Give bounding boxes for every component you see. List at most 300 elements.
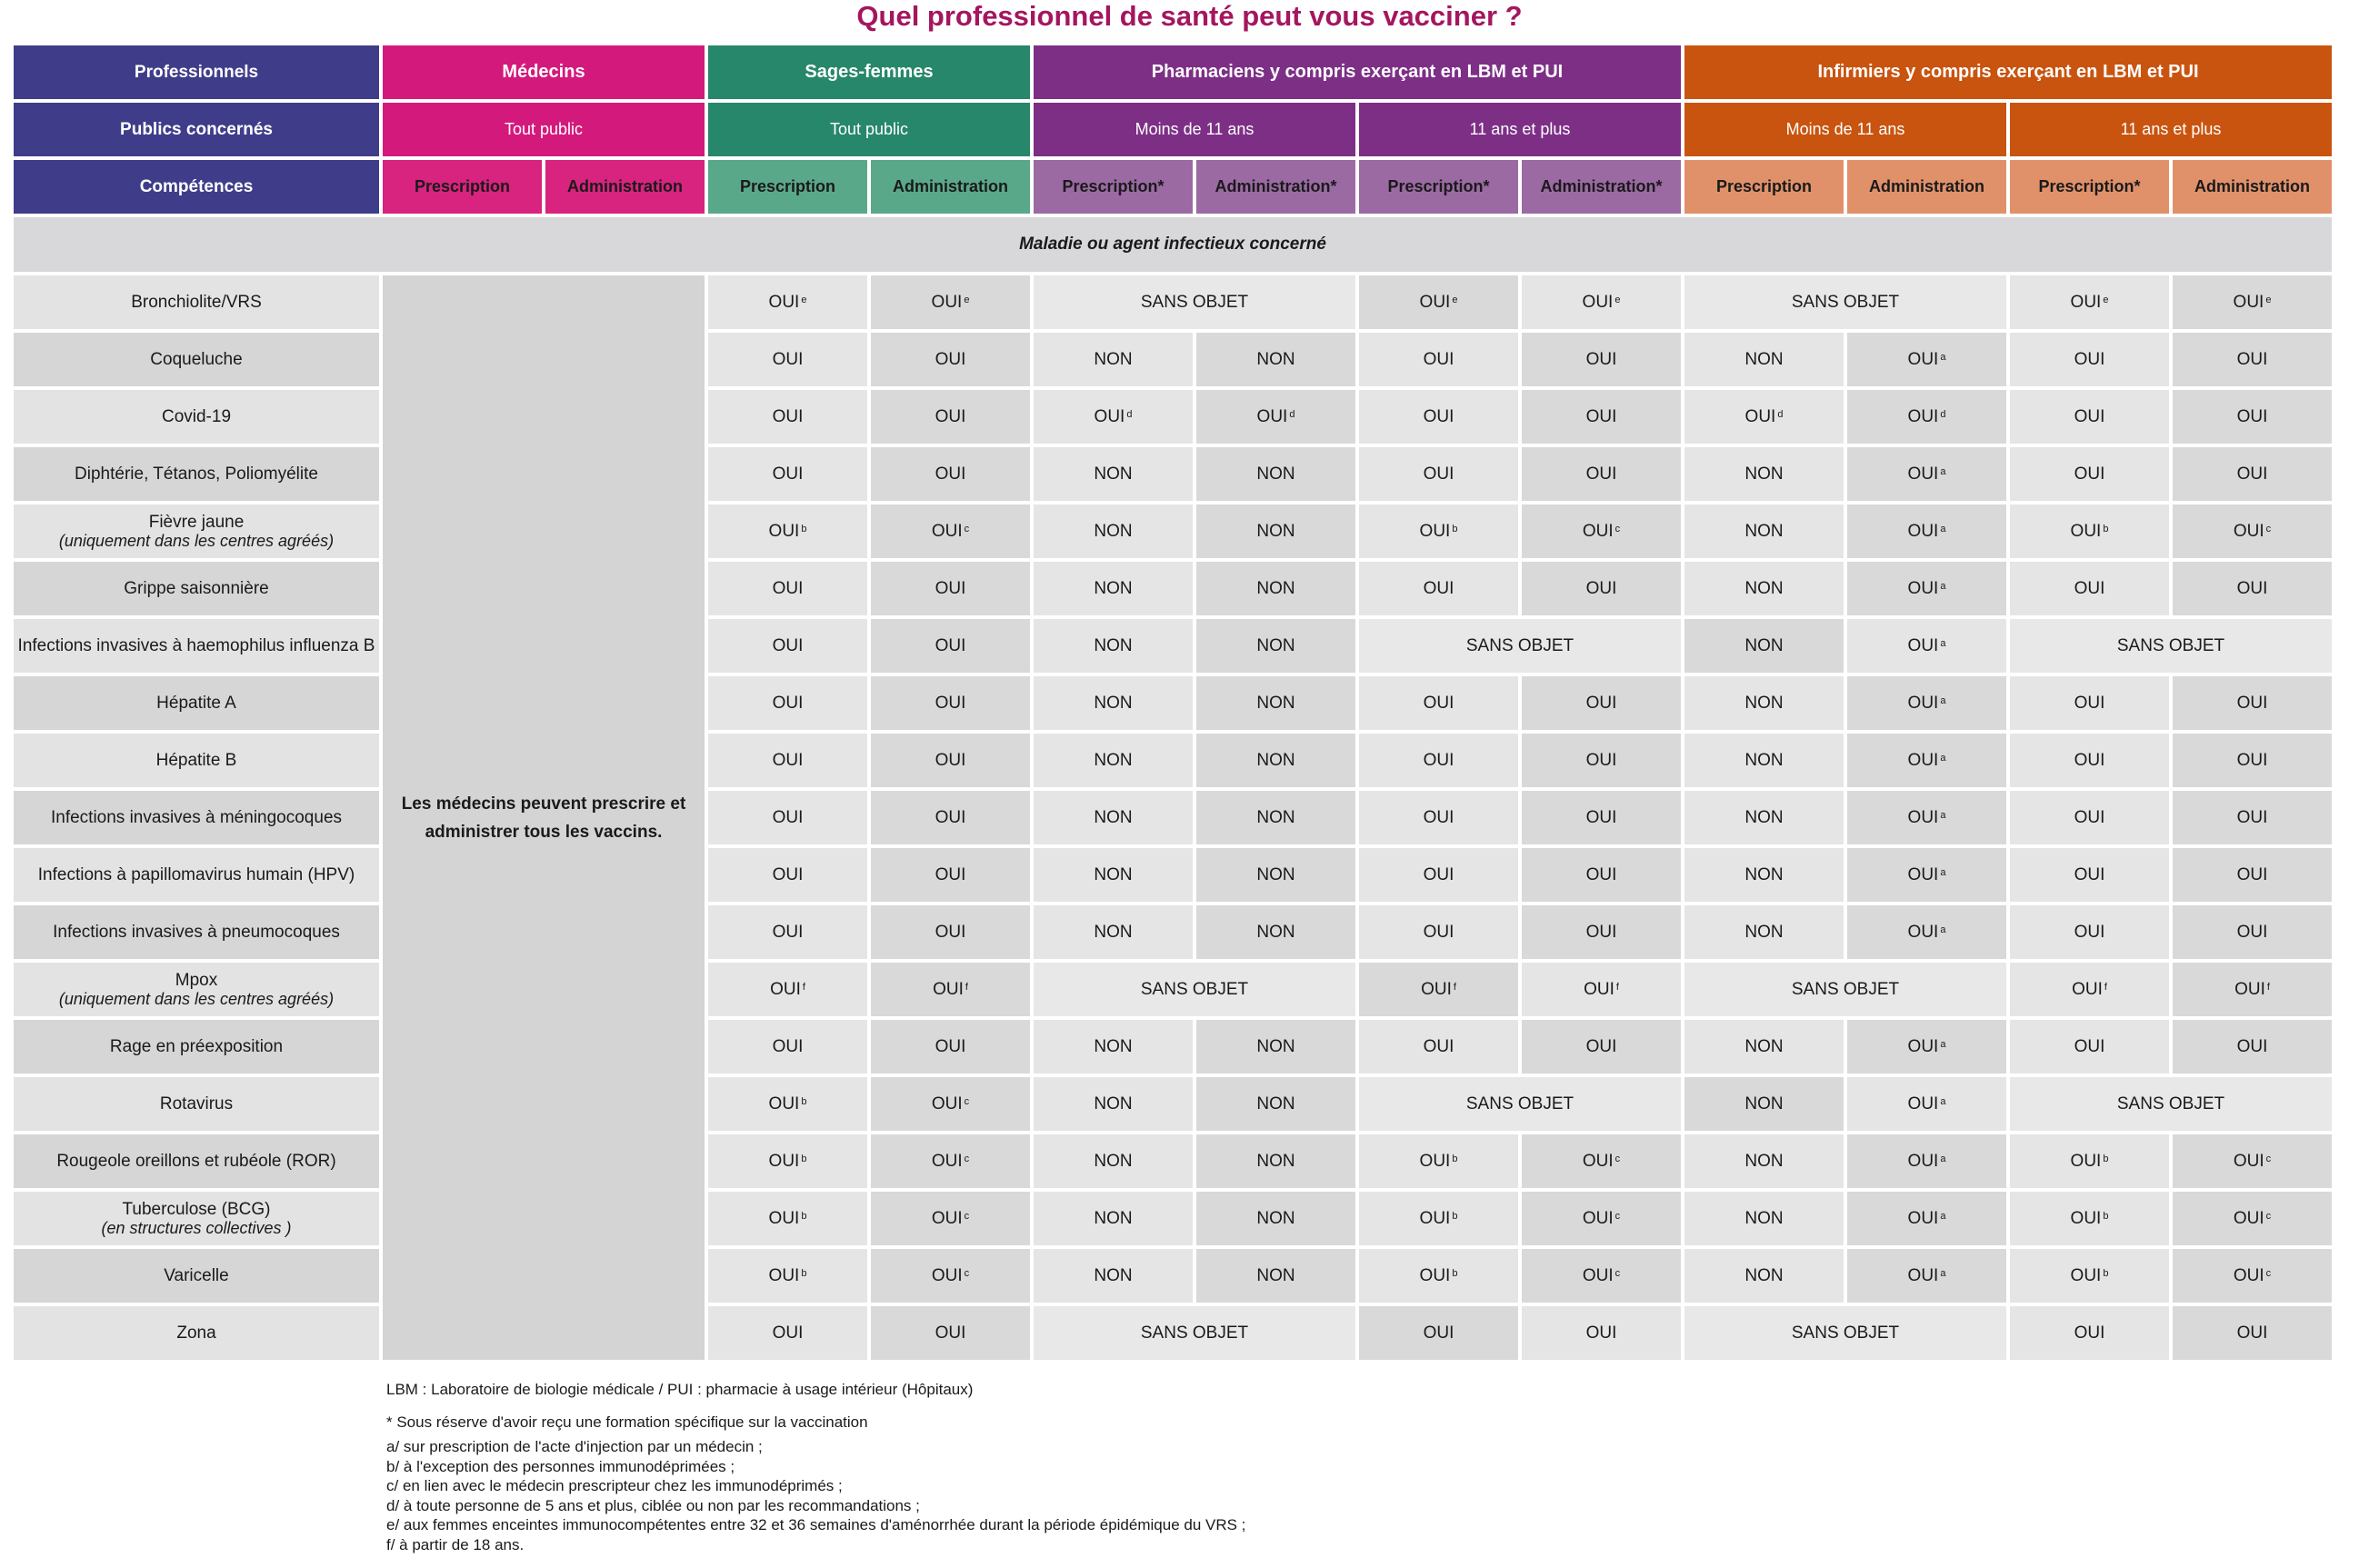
value-text: OUI xyxy=(768,1151,800,1171)
disease-name xyxy=(14,1134,379,1188)
value-text: OUI xyxy=(1419,1208,1451,1228)
footnote-marker: d xyxy=(1126,408,1133,420)
footnote-marker: c xyxy=(2265,1210,2272,1222)
section-label: Maladie ou agent infectieux concerné xyxy=(14,217,2332,272)
table-row xyxy=(14,1134,2332,1188)
value-text: OUI xyxy=(2233,1208,2264,1228)
value-cell xyxy=(1034,1020,1193,1074)
footnote-item: c/ en lien avec le médecin prescripteur chez les immunodéprimés ; xyxy=(386,1477,843,1494)
value-text: OUI xyxy=(1423,349,1454,369)
value-cell xyxy=(1196,619,1355,673)
footnote-marker: a xyxy=(1940,866,1946,878)
disease-label: Coqueluche xyxy=(150,350,243,369)
footnote-marker: c xyxy=(964,523,970,534)
disease-label: Diphtérie, Tétanos, Poliomyélite xyxy=(75,464,318,484)
value-text: SANS OBJET xyxy=(2116,1094,2225,1114)
value-text: NON xyxy=(1744,349,1784,369)
value-cell xyxy=(1847,791,2006,844)
footnote-marker: e xyxy=(964,294,970,305)
value-cell xyxy=(871,734,1030,787)
value-cell xyxy=(1359,848,1518,902)
value-cell xyxy=(2173,504,2332,558)
comp-cell: Prescription* xyxy=(2010,160,2169,214)
table-row xyxy=(14,619,2332,673)
value-text: OUI xyxy=(1907,1265,1939,1285)
disease-label: Fièvre jaune xyxy=(148,512,245,532)
value-cell xyxy=(1196,390,1355,444)
value-cell xyxy=(1684,619,1844,673)
disease-label: Rage en préexposition xyxy=(109,1037,284,1056)
value-cell xyxy=(1034,619,1193,673)
value-cell xyxy=(1034,1192,1193,1245)
value-text: NON xyxy=(1744,1208,1784,1228)
header-row-competences xyxy=(14,160,2332,214)
disease-name xyxy=(14,676,379,730)
comp-cell: Administration xyxy=(871,160,1030,214)
value-text: NON xyxy=(1094,578,1133,598)
value-text: NON xyxy=(1256,693,1295,713)
value-text: OUI xyxy=(1907,750,1939,770)
disease-name xyxy=(14,619,379,673)
value-cell xyxy=(1847,905,2006,959)
value-cell xyxy=(1359,275,1518,329)
value-text: OUI xyxy=(1907,521,1939,541)
value-cell xyxy=(1034,275,1355,329)
footnote-marker: a xyxy=(1940,1095,1946,1107)
value-cell xyxy=(1684,1020,1844,1074)
value-text: OUI xyxy=(2236,922,2268,942)
value-cell xyxy=(1684,1134,1844,1188)
value-cell xyxy=(2010,1134,2169,1188)
value-cell xyxy=(1684,905,1844,959)
disease-name xyxy=(14,963,379,1016)
value-cell xyxy=(1522,1020,1681,1074)
value-cell xyxy=(1359,1077,1681,1131)
value-text: OUI xyxy=(1423,578,1454,598)
value-text: NON xyxy=(1744,864,1784,884)
footnote-marker: f xyxy=(1453,981,1456,993)
value-cell xyxy=(1196,447,1355,501)
value-text: OUI xyxy=(2074,807,2105,827)
value-cell xyxy=(1684,504,1844,558)
footnote-marker: a xyxy=(1940,1038,1946,1050)
value-text: OUI xyxy=(1585,1036,1617,1056)
value-text: OUI xyxy=(2070,292,2102,312)
value-cell xyxy=(1196,562,1355,615)
disease-note: (uniquement dans les centres agréés) xyxy=(58,531,335,550)
value-text: OUI xyxy=(1421,979,1452,999)
public-pharmaciens-moins-11: Moins de 11 ans xyxy=(1034,103,1355,156)
footnote-marker: a xyxy=(1940,465,1946,477)
value-text: OUI xyxy=(1423,464,1454,484)
value-cell xyxy=(1196,1249,1355,1303)
value-text: OUI xyxy=(770,979,801,999)
value-cell xyxy=(2173,791,2332,844)
value-text: OUI xyxy=(1419,521,1451,541)
value-text: OUI xyxy=(935,922,966,942)
value-cell xyxy=(708,1192,867,1245)
value-cell xyxy=(708,905,867,959)
value-text: OUI xyxy=(1585,807,1617,827)
value-cell xyxy=(708,619,867,673)
value-text: OUI xyxy=(1423,693,1454,713)
value-cell xyxy=(2010,275,2169,329)
disease-name xyxy=(14,1020,379,1074)
value-text: SANS OBJET xyxy=(1140,292,1249,312)
value-text: OUI xyxy=(1907,464,1939,484)
disease-name xyxy=(14,1192,379,1245)
value-cell xyxy=(2173,1306,2332,1360)
value-text: OUI xyxy=(1423,922,1454,942)
value-text: NON xyxy=(1256,1036,1295,1056)
value-text: OUI xyxy=(2074,349,2105,369)
value-text: OUI xyxy=(935,693,966,713)
footnote-marker: e xyxy=(1614,294,1621,305)
value-text: NON xyxy=(1744,578,1784,598)
medecins-note: Les médecins peuvent prescrire et administrer tous les vaccins. xyxy=(383,275,705,1360)
disease-label: Varicelle xyxy=(164,1266,229,1285)
value-text: NON xyxy=(1744,1265,1784,1285)
value-text: OUI xyxy=(935,578,966,598)
value-text: OUI xyxy=(2074,464,2105,484)
value-text: OUI xyxy=(931,1151,963,1171)
value-text: OUI xyxy=(768,1265,800,1285)
value-text: NON xyxy=(1256,635,1295,655)
header-pharmaciens: Pharmaciens y compris exerçant en LBM et PUI xyxy=(1034,45,1681,99)
comp-cell: Administration xyxy=(1847,160,2006,214)
footnote-marker: d xyxy=(1940,408,1946,420)
disease-name xyxy=(14,905,379,959)
professionnels-label: Professionnels xyxy=(14,45,379,99)
value-cell xyxy=(1522,963,1681,1016)
value-cell xyxy=(1196,1134,1355,1188)
footnote-marker: b xyxy=(801,1210,807,1222)
value-cell xyxy=(1522,1306,1681,1360)
value-cell xyxy=(871,676,1030,730)
value-cell xyxy=(1522,848,1681,902)
value-cell xyxy=(2010,963,2169,1016)
footnote-marker: b xyxy=(2103,1210,2109,1222)
value-text: OUI xyxy=(1907,1208,1939,1228)
value-text: OUI xyxy=(1907,578,1939,598)
disease-label: Infections invasives à méningocoques xyxy=(50,808,343,827)
comp-cell: Administration xyxy=(545,160,705,214)
value-cell xyxy=(1684,275,2006,329)
page-title: Quel professionnel de santé peut vous vacciner ? xyxy=(856,0,1523,32)
value-cell xyxy=(1034,963,1355,1016)
footnote-marker: b xyxy=(2103,1153,2109,1164)
value-cell xyxy=(708,275,867,329)
footnotes xyxy=(386,1380,2114,1554)
value-text: OUI xyxy=(935,864,966,884)
value-cell xyxy=(2010,848,2169,902)
disease-name xyxy=(14,504,379,558)
value-text: NON xyxy=(1094,1094,1133,1114)
value-text: NON xyxy=(1256,578,1295,598)
footnote-marker: b xyxy=(1452,1210,1458,1222)
value-cell xyxy=(1522,905,1681,959)
footnote-marker: a xyxy=(1940,924,1946,935)
value-cell xyxy=(2173,734,2332,787)
value-text: OUI xyxy=(1907,922,1939,942)
table-row xyxy=(14,1192,2332,1245)
table-row xyxy=(14,905,2332,959)
value-text: OUI xyxy=(1585,922,1617,942)
value-text: OUI xyxy=(1907,1094,1939,1114)
footnote-marker: c xyxy=(964,1267,970,1279)
value-text: OUI xyxy=(2236,406,2268,426)
value-text: OUI xyxy=(1907,635,1939,655)
value-cell xyxy=(1522,275,1681,329)
value-cell xyxy=(1359,619,1681,673)
comp-cell: Prescription xyxy=(1684,160,1844,214)
value-text: OUI xyxy=(2074,1323,2105,1343)
value-text: OUI xyxy=(1419,1151,1451,1171)
value-text: OUI xyxy=(768,1208,800,1228)
value-text: OUI xyxy=(1256,406,1288,426)
value-cell xyxy=(2173,1020,2332,1074)
value-text: NON xyxy=(1094,864,1133,884)
value-cell xyxy=(1196,791,1355,844)
value-cell xyxy=(1196,1192,1355,1245)
disease-name xyxy=(14,1306,379,1360)
footnote-marker: e xyxy=(801,294,807,305)
table-row xyxy=(14,1249,2332,1303)
header-row-publics xyxy=(14,103,2332,156)
value-cell xyxy=(871,848,1030,902)
value-text: OUI xyxy=(1094,406,1125,426)
value-cell xyxy=(2173,1192,2332,1245)
disease-name xyxy=(14,1077,379,1131)
value-cell xyxy=(1522,333,1681,386)
value-text: NON xyxy=(1094,1036,1133,1056)
value-text: NON xyxy=(1256,750,1295,770)
value-cell xyxy=(871,1134,1030,1188)
value-text: OUI xyxy=(2236,1323,2268,1343)
footnote-marker: f xyxy=(802,981,805,993)
value-text: OUI xyxy=(935,1323,966,1343)
star-note: * Sous réserve d'avoir reçu une formation spécifique sur la vaccination xyxy=(386,1413,868,1431)
value-text: OUI xyxy=(772,693,804,713)
value-cell xyxy=(1196,734,1355,787)
footnote-marker: a xyxy=(1940,580,1946,592)
value-cell xyxy=(708,504,867,558)
value-cell xyxy=(1847,619,2006,673)
value-cell xyxy=(1684,562,1844,615)
value-cell xyxy=(1359,1020,1518,1074)
value-cell xyxy=(871,504,1030,558)
value-cell xyxy=(708,676,867,730)
value-text: OUI xyxy=(2074,922,2105,942)
value-cell xyxy=(1034,447,1193,501)
value-text: NON xyxy=(1094,922,1133,942)
footnote-marker: f xyxy=(2266,981,2270,993)
disease-label: Mpox xyxy=(175,970,218,990)
value-cell xyxy=(1359,562,1518,615)
footnote-marker: e xyxy=(2265,294,2272,305)
disease-name xyxy=(14,562,379,615)
footnote-marker: e xyxy=(1452,294,1458,305)
value-cell xyxy=(1034,504,1193,558)
footnote-marker: b xyxy=(801,1153,807,1164)
value-text: OUI xyxy=(931,521,963,541)
value-text: NON xyxy=(1256,807,1295,827)
value-text: OUI xyxy=(1423,1323,1454,1343)
value-cell xyxy=(2010,619,2332,673)
value-cell xyxy=(1359,1192,1518,1245)
value-text: NON xyxy=(1094,464,1133,484)
value-text: NON xyxy=(1256,1151,1295,1171)
value-cell xyxy=(1684,676,1844,730)
disease-label: Hépatite B xyxy=(155,751,237,770)
value-cell xyxy=(1359,390,1518,444)
disease-name xyxy=(14,848,379,902)
value-text: OUI xyxy=(1585,693,1617,713)
value-cell xyxy=(1034,1306,1355,1360)
value-cell xyxy=(871,1077,1030,1131)
vaccination-table xyxy=(10,42,2335,1363)
value-text: OUI xyxy=(2074,578,2105,598)
value-cell xyxy=(1522,676,1681,730)
public-sages-femmes: Tout public xyxy=(708,103,1030,156)
value-cell xyxy=(2173,905,2332,959)
table-row xyxy=(14,447,2332,501)
disease-label: Covid-19 xyxy=(161,407,232,426)
value-text: NON xyxy=(1256,1208,1295,1228)
value-cell xyxy=(1034,390,1193,444)
value-text: OUI xyxy=(1585,1323,1617,1343)
footnote-marker: c xyxy=(1614,1267,1621,1279)
disease-name xyxy=(14,1249,379,1303)
header-infirmiers: Infirmiers y compris exerçant en LBM et PUI xyxy=(1684,45,2332,99)
value-text: OUI xyxy=(772,406,804,426)
value-cell xyxy=(1196,905,1355,959)
value-text: SANS OBJET xyxy=(1465,1094,1574,1114)
value-cell xyxy=(2010,447,2169,501)
value-text: NON xyxy=(1256,521,1295,541)
value-text: OUI xyxy=(1423,864,1454,884)
value-text: OUI xyxy=(1585,864,1617,884)
value-text: OUI xyxy=(931,292,963,312)
value-text: SANS OBJET xyxy=(1791,979,1900,999)
value-text: OUI xyxy=(2236,807,2268,827)
table-row xyxy=(14,390,2332,444)
footnote-marker: c xyxy=(2265,1153,2272,1164)
value-cell xyxy=(708,390,867,444)
value-cell xyxy=(1684,333,1844,386)
footnote-marker: c xyxy=(2265,1267,2272,1279)
footnote-marker: a xyxy=(1940,694,1946,706)
footnote-marker: a xyxy=(1940,752,1946,764)
value-text: OUI xyxy=(1582,1265,1614,1285)
value-cell xyxy=(871,619,1030,673)
footnote-marker: a xyxy=(1940,809,1946,821)
table-row xyxy=(14,562,2332,615)
value-cell xyxy=(1684,791,1844,844)
value-cell xyxy=(1847,676,2006,730)
value-text: OUI xyxy=(2074,693,2105,713)
value-text: OUI xyxy=(2236,464,2268,484)
value-cell xyxy=(1034,562,1193,615)
value-cell xyxy=(871,963,1030,1016)
value-cell xyxy=(871,275,1030,329)
value-text: OUI xyxy=(2236,349,2268,369)
public-medecins: Tout public xyxy=(383,103,705,156)
disease-label: Bronchiolite/VRS xyxy=(131,293,262,312)
value-cell xyxy=(1196,504,1355,558)
value-cell xyxy=(1359,447,1518,501)
value-text: OUI xyxy=(772,864,804,884)
value-cell xyxy=(1847,1134,2006,1188)
table-row xyxy=(14,963,2332,1016)
public-infirmiers-11-plus: 11 ans et plus xyxy=(2010,103,2332,156)
value-text: OUI xyxy=(1907,406,1939,426)
value-cell xyxy=(1522,791,1681,844)
value-cell xyxy=(1522,1192,1681,1245)
footnote-marker: f xyxy=(1615,981,1619,993)
value-text: OUI xyxy=(1907,1036,1939,1056)
value-text: OUI xyxy=(931,1265,963,1285)
value-cell xyxy=(2173,1134,2332,1188)
value-text: OUI xyxy=(1585,578,1617,598)
value-cell xyxy=(708,1020,867,1074)
comp-cell: Administration xyxy=(2173,160,2332,214)
competences-label: Compétences xyxy=(14,160,379,214)
value-text: OUI xyxy=(935,750,966,770)
value-cell xyxy=(1847,333,2006,386)
value-text: NON xyxy=(1094,521,1133,541)
value-text: OUI xyxy=(772,807,804,827)
value-text: NON xyxy=(1256,922,1295,942)
footnote-item: b/ à l'exception des personnes immunodéprimées ; xyxy=(386,1457,735,1475)
value-cell xyxy=(2173,275,2332,329)
value-cell xyxy=(708,447,867,501)
value-text: OUI xyxy=(1582,1151,1614,1171)
value-cell xyxy=(708,791,867,844)
footnote-item: a/ sur prescription de l'acte d'injection par un médecin ; xyxy=(386,1438,763,1455)
value-cell xyxy=(1034,1134,1193,1188)
value-text: NON xyxy=(1744,1036,1784,1056)
comp-cell: Prescription* xyxy=(1359,160,1518,214)
value-cell xyxy=(1034,734,1193,787)
value-cell xyxy=(708,963,867,1016)
value-text: OUI xyxy=(768,521,800,541)
value-cell xyxy=(1359,1134,1518,1188)
value-cell xyxy=(2173,676,2332,730)
value-text: NON xyxy=(1256,464,1295,484)
value-cell xyxy=(1847,390,2006,444)
disease-name xyxy=(14,333,379,386)
value-cell xyxy=(2010,1192,2169,1245)
footnote-marker: b xyxy=(2103,523,2109,534)
value-text: OUI xyxy=(772,750,804,770)
value-text: OUI xyxy=(772,1323,804,1343)
disease-label: Infections à papillomavirus humain (HPV) xyxy=(37,865,355,884)
value-text: OUI xyxy=(1585,750,1617,770)
value-text: OUI xyxy=(1585,464,1617,484)
value-cell xyxy=(871,562,1030,615)
comp-cell: Prescription* xyxy=(1034,160,1193,214)
value-cell xyxy=(1034,333,1193,386)
value-text: NON xyxy=(1744,521,1784,541)
value-text: NON xyxy=(1094,750,1133,770)
value-text: OUI xyxy=(2236,750,2268,770)
value-text: OUI xyxy=(2070,1151,2102,1171)
footnote-marker: b xyxy=(801,523,807,534)
value-text: OUI xyxy=(2236,864,2268,884)
value-text: OUI xyxy=(935,635,966,655)
footnote-marker: c xyxy=(964,1153,970,1164)
